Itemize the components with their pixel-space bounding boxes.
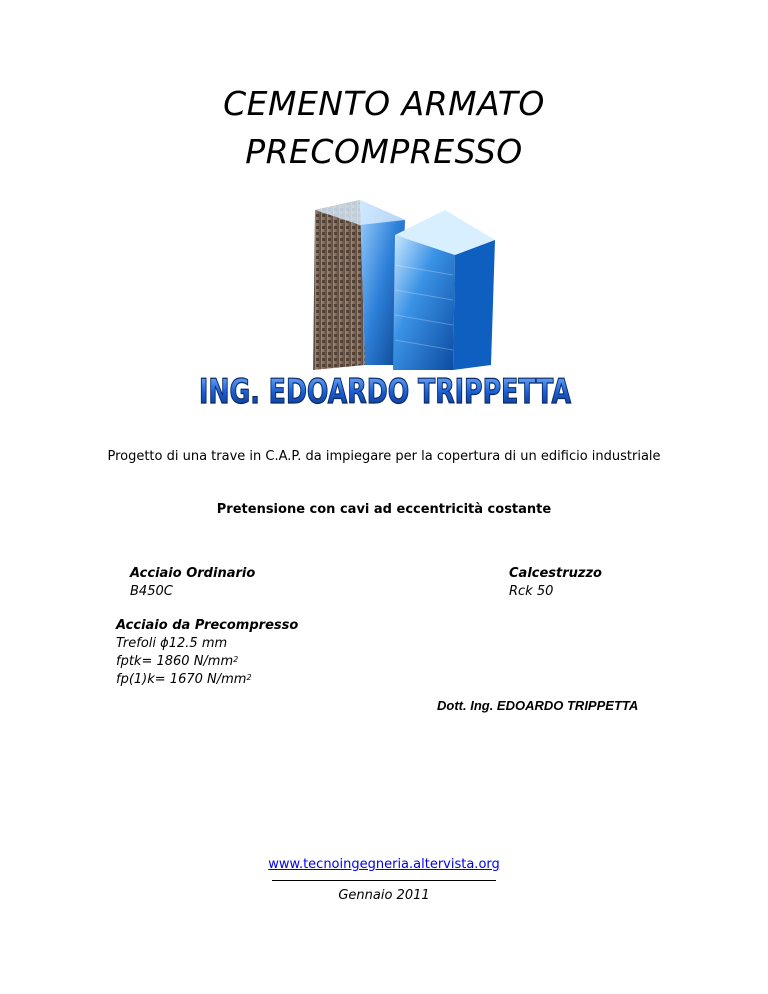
strands-value: Trefoli ϕ12.5 mm	[116, 636, 228, 651]
document-date: Gennaio 2011	[338, 888, 430, 903]
website-link[interactable]: www.tecnoingegneria.altervista.org	[268, 857, 500, 872]
concrete-block	[509, 565, 602, 601]
fp1k-exponent: 2	[246, 673, 252, 682]
divider-line	[272, 880, 496, 881]
prestressing-steel-block	[116, 617, 298, 689]
fp1k-value: fp(1)k= 1670 N/mm	[116, 672, 247, 687]
document-title	[0, 80, 768, 176]
title-line-1: CEMENTO ARMATO	[223, 84, 545, 123]
ordinary-steel-block	[130, 565, 255, 601]
fptk-exponent: 2	[233, 655, 239, 664]
fp1k-row	[116, 671, 298, 689]
logo-text: ING. EDOARDO TRIPPETTA	[199, 372, 572, 412]
concrete-value: Rck 50	[509, 584, 554, 599]
ordinary-steel-heading: Acciaio Ordinario	[130, 566, 256, 581]
buildings-logo	[195, 195, 575, 420]
project-subtitle: Pretensione con cavi ad eccentricità costante	[216, 502, 552, 517]
fptk-row	[116, 653, 298, 671]
project-description: Progetto di una trave in C.A.P. da impiegare per la copertura di un edificio industriale	[107, 449, 661, 464]
website-row	[0, 857, 768, 872]
ordinary-steel-value: B450C	[130, 584, 173, 599]
skyscrapers-image	[195, 195, 575, 420]
concrete-heading: Calcestruzzo	[509, 566, 602, 581]
author-name: Dott. Ing. EDOARDO TRIPPETTA	[437, 698, 639, 713]
prestressing-steel-heading: Acciaio da Precompresso	[116, 618, 299, 633]
fptk-value: fptk= 1860 N/mm	[116, 654, 234, 669]
title-line-2: PRECOMPRESSO	[245, 132, 523, 171]
